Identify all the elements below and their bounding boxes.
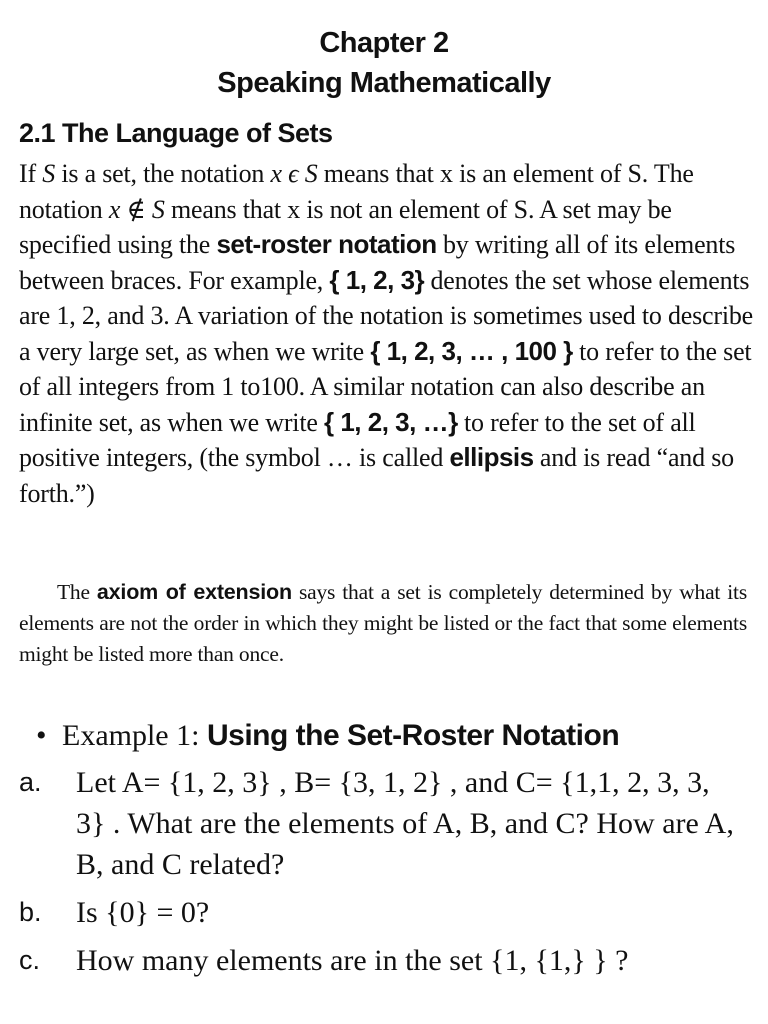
list-item-text: How many elements are in the set {1, {1,} } ? (76, 944, 629, 977)
list-item-a (19, 762, 739, 885)
set-example-100: { 1, 2, 3, … , 100 } (370, 335, 573, 366)
page-title: Speaking Mathematically (217, 67, 551, 99)
example-label: Example 1: (62, 719, 207, 752)
math-expression-element-of: x ϵ S (270, 159, 318, 188)
text-run: If (19, 159, 43, 188)
text-run: The (57, 580, 97, 604)
list-item-text: Let A= {1, 2, 3} , B= {3, 1, 2} , and C= {1,1, 2, 3, 3, 3} . What are the elements of A, B, and C? How are A, B, and C related? (76, 766, 734, 881)
math-variable: S (42, 159, 56, 188)
example-heading (36, 714, 619, 758)
list-item-b (19, 892, 739, 933)
text-run: is a set, the notation (55, 159, 271, 188)
text-run: says that a set is completely determined by what its elements are not the order in which they might be listed or the fact that some elements might be listed more than once. (19, 580, 747, 666)
list-item-text: Is {0} = 0? (76, 896, 210, 929)
list-item-c (19, 940, 739, 981)
chapter-title: Chapter 2 (319, 27, 449, 59)
text-run: means that x is not an element of S. A set may be specified using the (19, 194, 672, 259)
text-run: to refer to the set of all positive integers, (the symbol … is called (19, 407, 696, 472)
text-run: denotes the set whose elements are 1, 2, and 3. A variation of the notation is sometimes used to describe a very large set, as when we write (19, 265, 753, 366)
list-marker: b. (19, 897, 42, 927)
list-marker: c. (19, 945, 41, 975)
list-marker: a. (19, 767, 42, 797)
text-run: means that x is an element of S. The notation (19, 159, 694, 224)
intro-paragraph (19, 156, 753, 511)
set-example-123: { 1, 2, 3} (329, 264, 425, 295)
example-title: Using the Set-Roster Notation (206, 719, 620, 752)
set-example-infinite: { 1, 2, 3, …} (324, 406, 458, 437)
math-expression-not-element-of: x ∉ S (108, 194, 165, 224)
bullet: • (36, 719, 47, 752)
axiom-paragraph (19, 577, 747, 670)
text-run: to refer to the set of all integers from 1 to100. A similar notation can also describe an infinite set, as when we write (19, 336, 752, 437)
text-run: by writing all of its elements between braces. For example, (19, 230, 736, 295)
term-set-roster: set-roster notation (216, 229, 437, 259)
term-axiom-of-extension: axiom of extension (96, 580, 292, 604)
text-run: and is read “and so forth.”) (19, 443, 734, 508)
term-ellipsis: ellipsis (449, 442, 534, 472)
section-heading: 2.1 The Language of Sets (19, 118, 333, 148)
